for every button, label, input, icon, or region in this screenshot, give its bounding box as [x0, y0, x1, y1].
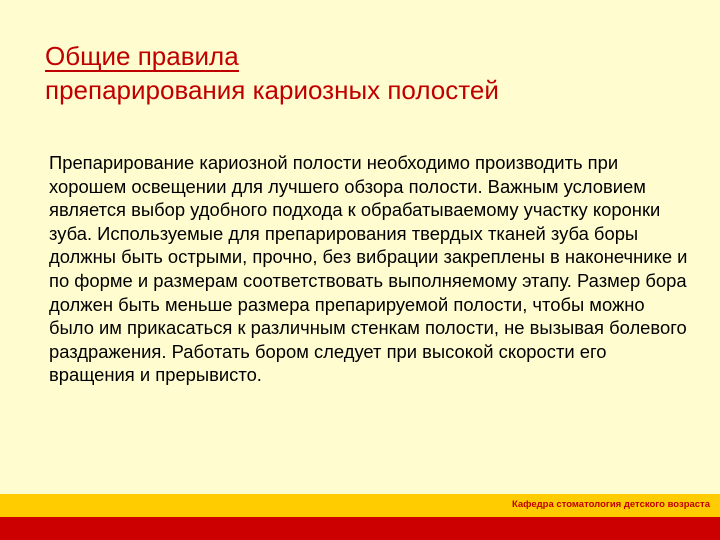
footer-bar-red: [0, 517, 720, 540]
slide-title-line-1: Общие правила: [45, 41, 239, 71]
slide-title: [45, 40, 685, 106]
slide-body-text: Препарирование кариозной полости необходимо производить при хорошем освещении для лучшего обзора полости. Важным условием является выбор удобного подхода к обрабатываемому участку коронки зуба. Используемые для препарирования твердых тканей зуба боры должны быть острыми, прочно, без вибрации закреплены в наконечнике и по форме и размерам соответствовать выполняемому этапу. Размер бора должен быть меньше размера препарируемой полости, чтобы можно было им прикасаться к различным стенкам полости, не вызывая болевого раздражения. Работать бором следует при высокой скорости его вращения и прерывисто.: [49, 152, 688, 386]
slide-title-line-2: препарирования кариозных полостей: [45, 75, 499, 105]
footer-department-label: Кафедра стоматология детского возраста: [511, 499, 710, 510]
